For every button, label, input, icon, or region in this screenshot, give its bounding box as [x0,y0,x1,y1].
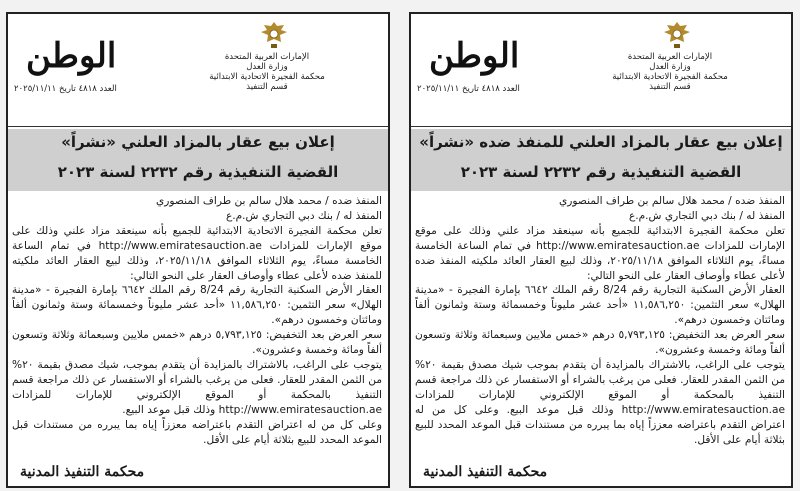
paragraph: العقار الأرض السكنية التجارية رقم 8/24 رقم الملك ٦٦٤٢ بإمارة الفجيرة - «مدينة الهلال» سعر التثمين: ١١,٥٨٦,٢٥٠ «أحد عشر مليوناً وخمسمائة وستة وثمانون ألفاً ومائتان وخمسون درهم». [415,284,786,327]
eagle-emblem-icon [260,20,288,50]
notice-header [8,14,388,127]
title-band [411,129,791,191]
ministry-name: وزارة العدل [649,62,691,72]
paragraph: العقار الأرض السكنية التجارية رقم 8/24 رقم الملك ٦٦٤٢ بإمارة الفجيرة - «مدينة الهلال» سعر التثمين: ١١,٥٨٦,٢٥٠ «أحد عشر مليوناً وخمسمائة وستة وثمانون ألفاً ومائتان وخمسون درهم». [12,284,383,327]
notice-card [6,12,390,488]
country-name: الإمارات العربية المتحدة [627,52,713,62]
paragraph: المنفذ ضده / محمد هلال سالم بن طراف المنصوري [156,195,382,207]
court-block [202,52,332,92]
newspaper-logo: الوطن [26,36,117,76]
paragraph: يتوجب على الراغب، بالاشتراك بالمزايدة أن يتقدم بموجب، شيك مصدق بقيمة ٢٠% من الثمن المقدر للعقار. فعلى من يرغب بالشراء أو الاستفسار عن ذلك مراجعة قسم التنفيذ بالمحكمة أو الموقع الإلكتروني للإمارات للمزادات http://www.emiratesauction.ae وذلك قبل موعد البيع. [12,358,382,416]
signature-court: محكمة التنفيذ المدنية [423,464,548,480]
notice-body [12,194,382,447]
issue-date: العدد ٤٨١٨ تاريخ ٢٠٢٥/١١/١١ [417,84,520,94]
paragraph: يتوجب على الراغب، بالاشتراك بالمزايدة أن يتقدم بموجب شيك مصدق بقيمة ٢٠% من الثمن المقدر للعقار. فعلى من يرغب بالشراء أو الاستفسار عن ذلك مراجعة قسم التنفيذ بالمحكمة أو الموقع الإلكتروني للإمارات للمزادات http://www.emiratesauction.ae وذلك قبل موعد البيع. وعلى كل من له اعتراض التقدم باعتراضه معززاً إياه بما يبرره من مستندات قبل الموعد المحدد للبيع بثلاثة أيام على الأقل. [415,358,785,446]
paragraph: تعلن محكمة الفجيرة الاتحادية الابتدائية للجميع بأنه سينعقد مزاد علني وذلك على موقع الإمارات للمزادات http://www.emiratesauction.ae في تمام الساعة الخامسة مساءً، يوم الثلاثاء الموافق ٢٠٢٥/١١/١٨، وذلك لبيع العقار العائد ملكيته للمنفذ ضده لأعلى عطاء وأوصاف العقار على النحو التالي: [12,224,382,282]
court-name: محكمة الفجيرة الاتحادية الابتدائية [612,72,728,82]
paragraph: المنفذ ضده / محمد هلال سالم بن طراف المنصوري [559,195,785,207]
case-number: القضية التنفيذية رقم ٢٢٣٢ لسنة ٢٠٢٣ [460,163,742,181]
paragraph: وعلى كل من له اعتراض التقدم باعتراضه معززاً إياه بما يبرره من مستندات قبل الموعد المحدد للبيع بثلاثة أيام على الأقل. [12,418,382,446]
issue-date: العدد ٤٨١٨ تاريخ ٢٠٢٥/١١/١١ [14,84,117,94]
court-name: محكمة الفجيرة الاتحادية الابتدائية [209,72,325,82]
paragraph: سعر العرض بعد التخفيض: ٥,٧٩٣,١٢٥ درهم «خمس ملايين وسبعمائة وثلاثة وتسعون ألفاً ومائة وخمسة وعشرون». [12,329,382,357]
court-block [605,52,735,92]
newspaper-logo: الوطن [429,36,520,76]
title-band [8,129,388,191]
country-name: الإمارات العربية المتحدة [224,52,310,62]
paragraph: المنفذ له / بنك دبي التجاري ش.م.ع [225,209,382,222]
notice-title: إعلان بيع عقار بالمزاد العلني «نشراً» [61,133,335,151]
paragraph: سعر العرض بعد التخفيض: ٥,٧٩٣,١٢٥ درهم «خمس ملايين وسبعمائة وثلاثة وتسعون ألفاً ومائة وخمسة وعشرون». [415,329,785,357]
notice-card [409,12,793,488]
notice-header [411,14,791,127]
department-name: قسم التنفيذ [649,82,691,92]
case-number: القضية التنفيذية رقم ٢٢٣٢ لسنة ٢٠٢٣ [57,163,339,181]
signature-court: محكمة التنفيذ المدنية [20,464,145,480]
paragraph: المنفذ له / بنك دبي التجاري ش.م.ع [628,209,785,222]
department-name: قسم التنفيذ [246,82,288,92]
paragraph: تعلن محكمة الفجيرة الابتدائية للجميع بأنه سينعقد مزاد علني وذلك على موقع الإمارات للمزادات http://www.emiratesauction.ae في تمام الساعة الخامسة مساءً، يوم الثلاثاء الموافق ٢٠٢٥/١١/١٨، وذلك لبيع العقار العائد ملكيته المنفذ ضده لأعلى عطاء وأوصاف العقار على النحو التالي: [415,224,786,282]
notice-body [415,194,785,447]
notice-title: إعلان بيع عقار بالمزاد العلني للمنفذ ضده «نشراً» [419,133,783,151]
eagle-emblem-icon [663,20,691,50]
ministry-name: وزارة العدل [246,62,288,72]
